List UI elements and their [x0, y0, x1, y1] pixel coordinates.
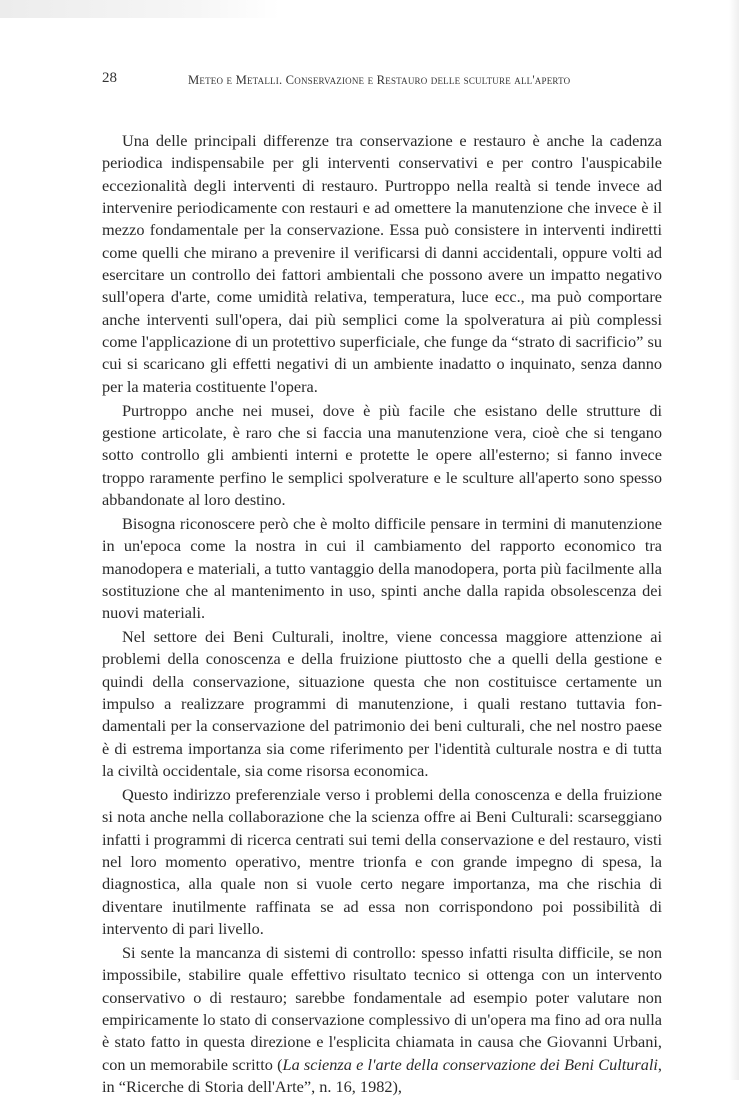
body-text	[102, 130, 662, 1098]
page-number: 28	[102, 70, 117, 86]
paragraph-1: Una delle principali differenze tra conservazione e restauro è anche la cadenza periodica indispensabile per gli interventi conservativi e per contro l'auspicabile eccezionalità degli interventi di restauro. Purtroppo nella realtà si tende invece ad intervenire periodicamente con restauri e ad omettere la manutenzione che invece è il mezzo fondamentale per la conservazione. Essa può consistere in interventi indiretti come quelli che mirano a prevenire il verificarsi di danni accidentali, oppure volti ad esercitare un controllo dei fattori ambientali che possono avere un impatto negativo sull'opera d'arte, come umidità relativa, temperatura, luce ecc., ma può comportare anche interventi sull'opera, dai più semplici come la spolveratura ai più complessi come l'applicazione di un protettivo superficiale, che funge da “strato di sacrificio” su cui si scaricano gli effetti negativi di un ambiente inadatto o inquinato, senza danno per la materia costituente l'opera.	[102, 131, 662, 396]
paragraph-4: Nel settore dei Beni Culturali, inoltre, viene concessa maggiore attenzione ai problemi della conoscenza e della fruizione piuttosto che a quelli della gestione e quindi della conservazione, situazione questa che non costituisce certamente un impulso a realizzare programmi di manutenzione, i quali restano tuttavia fondamentali per la conservazione del patrimonio dei beni culturali, che nel nostro paese è di estrema importanza sia come riferimento per l'identità culturale nostra e di tutta la civiltà occidentale, sia come risorsa economica.	[102, 627, 662, 781]
running-head	[102, 70, 662, 92]
scan-edge-shading	[0, 0, 280, 18]
paragraph-6-text: Si sente la mancanza di sistemi di controllo: spesso infatti risulta difficile, se non impossibile, stabilire quale effettivo risultato tecnico si ottenga con un intervento conservativo o di restauro; sarebbe fondamentale ad esempio poter valutare non empiricamente lo stato di conservazione complessivo di un'opera ma fino ad ora nulla è stato fatto in questa direzione e l'esplicita chiamata in causa che Giovanni Urbani, con un memorabile scritto (	[102, 942, 662, 1074]
book-title: La scienza e l'arte della conservazione dei Beni Culturali	[282, 1054, 658, 1074]
paragraph-6-citation: , in “Ricerche di Storia dell'Arte”, n. 16, 1982),	[102, 1054, 662, 1096]
paragraph-3: Bisogna riconoscere però che è molto difficile pensare in termini di manutenzione in un'epoca come la nostra in cui il cambiamento del rapporto economico tra manodopera e materiali, a tutto vantaggio della manodopera, porta più facilmente alla sostituzione che al mantenimento in uso, spinti anche dalla rapida obsolescenza dei nuovi materiali.	[102, 513, 662, 623]
paragraph-5: Questo indirizzo preferenziale verso i problemi della conoscenza e della fruizione si nota anche nella collaborazione che la scienza offre ai Beni Culturali: scarseggiano infatti i programmi di ricerca centrati sui temi della conservazione e del restauro, visti nel loro momento operativo, mentre trionfa e con grande impegno di spesa, la diagnostica, alla quale non si vuole certo negare importanza, ma che rischia di diventare inutilmente raffinata se ad essa non corrispondono poi possibilità di intervento di pari livello.	[102, 784, 662, 939]
page-edge-shading	[729, 0, 739, 1080]
paragraph-6	[102, 942, 662, 1098]
running-title: Meteo e Metalli. Conservazione e Restauro delle sculture all'aperto	[188, 73, 571, 87]
paragraph-2: Purtroppo anche nei musei, dove è più facile che esistano delle strutture di gestione articolate, è raro che si faccia una manutenzione vera, cioè che si tengano sotto controllo gli ambienti interni e protette le opere all'esterno; si fanno invece troppo raramente perfino le semplici spolverature e le sculture all'aperto sono spesso abbandonate al loro destino.	[102, 400, 662, 509]
